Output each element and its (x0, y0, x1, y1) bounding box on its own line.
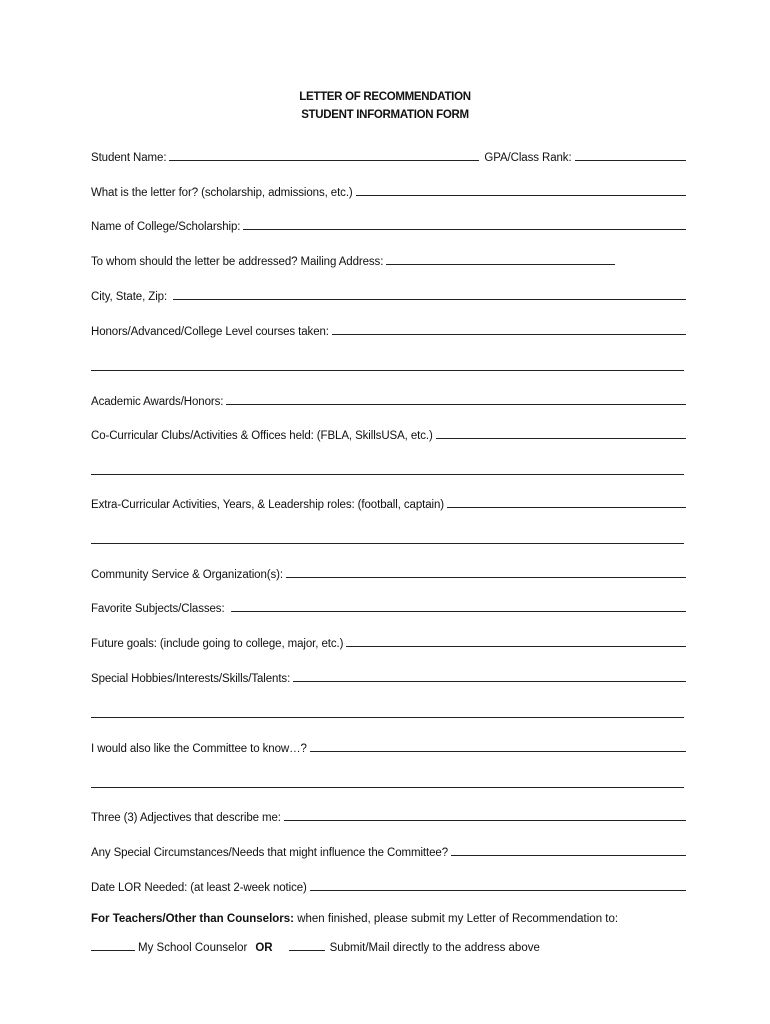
date-needed-row (91, 879, 686, 895)
committee-label: I would also like the Committee to know…? (91, 743, 307, 755)
committee-extra-line[interactable] (91, 787, 684, 788)
hobbies-label: Special Hobbies/Interests/Skills/Talents: (91, 673, 291, 685)
circumstances-row (91, 844, 686, 860)
adjectives-label: Three (3) Adjectives that describe me: (91, 812, 281, 824)
city-state-zip-label: City, State, Zip: (91, 291, 168, 303)
subjects-label: Favorite Subjects/Classes: (91, 603, 225, 615)
community-row (91, 566, 686, 582)
letter-for-field[interactable] (356, 184, 686, 196)
awards-row (91, 393, 686, 409)
courses-label: Honors/Advanced/College Level courses taken: (91, 326, 329, 338)
addressed-to-label: To whom should the letter be addressed? Mailing Address: (91, 256, 384, 268)
submit-direct-option-label: Submit/Mail directly to the address above (329, 942, 540, 954)
community-field[interactable] (286, 566, 686, 578)
adjectives-row (91, 809, 686, 825)
college-name-label: Name of College/Scholarship: (91, 221, 241, 233)
extra-curricular-field[interactable] (447, 496, 686, 508)
subjects-field[interactable] (231, 600, 686, 612)
co-curricular-extra-line[interactable] (91, 474, 684, 475)
submission-bold-label: For Teachers/Other than Counselors: (91, 913, 294, 925)
courses-extra-line[interactable] (91, 370, 684, 371)
co-curricular-label: Co-Curricular Clubs/Activities & Offices held: (FBLA, SkillsUSA, etc.) (91, 430, 433, 442)
counselor-option-label: My School Counselor (138, 942, 248, 954)
counselor-option-blank[interactable] (91, 939, 135, 951)
co-curricular-row (91, 427, 686, 443)
extra-curricular-extra-line[interactable] (91, 543, 684, 544)
hobbies-extra-line[interactable] (91, 717, 684, 718)
courses-field[interactable] (332, 323, 686, 335)
goals-field[interactable] (346, 635, 686, 647)
gpa-rank-field[interactable] (575, 149, 686, 161)
extra-curricular-label: Extra-Curricular Activities, Years, & Leadership roles: (football, captain) (91, 499, 444, 511)
student-name-field[interactable] (169, 149, 479, 161)
city-state-zip-field[interactable] (173, 288, 686, 300)
city-state-zip-row (91, 288, 686, 304)
hobbies-field[interactable] (293, 670, 686, 682)
co-curricular-field[interactable] (436, 427, 686, 439)
circumstances-label: Any Special Circumstances/Needs that might influence the Committee? (91, 847, 448, 859)
goals-row (91, 635, 686, 651)
hobbies-row (91, 670, 686, 686)
submission-instructions (91, 913, 686, 925)
submit-direct-option-blank[interactable] (289, 939, 325, 951)
addressed-to-row (91, 253, 686, 269)
submission-options (91, 939, 686, 954)
form-subtitle: STUDENT INFORMATION FORM (301, 109, 469, 121)
committee-field[interactable] (310, 740, 686, 752)
college-name-field[interactable] (243, 218, 686, 230)
circumstances-field[interactable] (451, 844, 686, 856)
committee-row (91, 740, 686, 756)
awards-field[interactable] (226, 393, 686, 405)
student-name-row (91, 149, 686, 165)
form-title: LETTER OF RECOMMENDATION (299, 91, 471, 103)
college-name-row (91, 218, 686, 234)
community-label: Community Service & Organization(s): (91, 569, 283, 581)
or-label: OR (255, 942, 273, 954)
goals-label: Future goals: (include going to college, major, etc.) (91, 638, 344, 650)
extra-curricular-row (91, 496, 686, 512)
addressed-to-field[interactable] (386, 253, 615, 265)
awards-label: Academic Awards/Honors: (91, 396, 224, 408)
letter-for-label: What is the letter for? (scholarship, admissions, etc.) (91, 187, 353, 199)
subjects-row (91, 600, 686, 616)
date-needed-field[interactable] (310, 879, 686, 891)
submission-text: when finished, please submit my Letter of Recommendation to: (294, 913, 619, 925)
adjectives-field[interactable] (284, 809, 686, 821)
date-needed-label: Date LOR Needed: (at least 2-week notice) (91, 882, 307, 894)
student-name-label: Student Name: (91, 152, 167, 164)
courses-row (91, 323, 686, 339)
letter-for-row (91, 184, 686, 200)
gpa-rank-label: GPA/Class Rank: (484, 152, 572, 164)
